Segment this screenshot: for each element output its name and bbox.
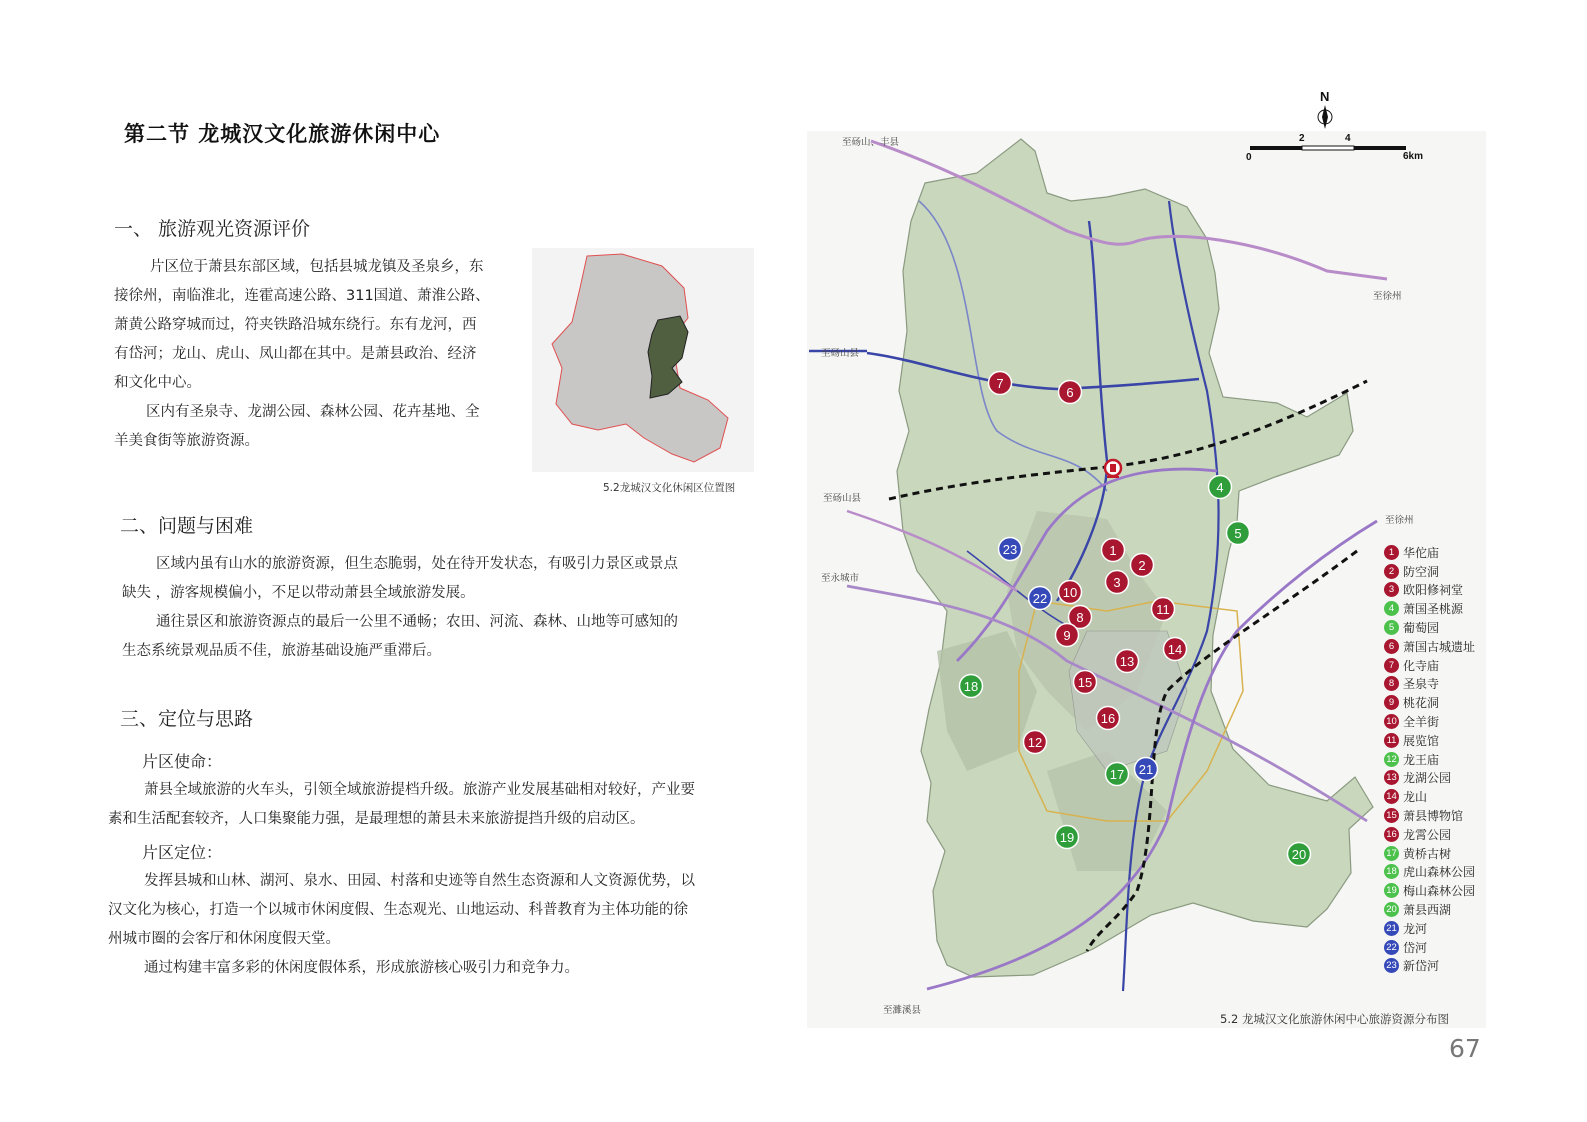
scale-bar [1246, 133, 1423, 163]
position-text [108, 867, 768, 983]
section-title: 第二节 龙城汉文化旅游休闲中心 [124, 122, 441, 146]
legend-item [1384, 863, 1475, 882]
county-outline [552, 254, 728, 462]
text-line: 缺失 ，游客规模偏小，不足以带动萧县全域旅游发展。 [122, 585, 475, 601]
poi-marker-18 [960, 675, 983, 698]
heading-positioning: 三、定位与思路 [120, 708, 254, 730]
label-dangshan-2: 至砀山县 [823, 493, 862, 504]
poi-marker-number: 10 [1062, 585, 1078, 600]
legend-label: 岱河 [1403, 940, 1428, 955]
legend-item [1384, 900, 1475, 919]
legend-item [1384, 656, 1475, 675]
poi-marker-4 [1209, 476, 1232, 499]
legend-number: 4 [1384, 601, 1399, 616]
map-caption: 5.2 龙城汉文化旅游休闲中心旅游资源分布图 [1220, 1012, 1449, 1026]
text-line: 区内有圣泉寺、龙湖公园、森林公园、花卉基地、全 [146, 404, 480, 420]
scale-tick: 2 [1299, 133, 1305, 144]
heading-problems: 二、问题与困难 [120, 515, 254, 537]
poi-marker-number: 22 [1032, 591, 1048, 606]
text-line: 和文化中心。 [114, 375, 201, 391]
legend-label: 萧国古城遗址 [1403, 639, 1476, 654]
legend-item [1384, 844, 1475, 863]
position-label: 片区定位： [142, 843, 223, 862]
legend-label: 萧县西湖 [1403, 903, 1452, 918]
legend-number: 1 [1384, 545, 1399, 560]
legend-number: 5 [1384, 620, 1399, 635]
text-line: 发挥县城和山林、湖河、泉水、田园、村落和史迹等自然生态资源和人文资源优势，以 [144, 873, 695, 889]
poi-marker-3 [1106, 571, 1129, 594]
text-line: 片区位于萧县东部区域，包括县城龙镇及圣泉乡，东 [150, 259, 484, 275]
poi-marker-number: 12 [1027, 735, 1043, 750]
legend-label: 龙山 [1403, 790, 1428, 805]
legend-number: 13 [1384, 770, 1399, 785]
legend-number: 3 [1384, 582, 1399, 597]
legend-item [1384, 938, 1475, 957]
poi-marker-number: 11 [1156, 602, 1170, 617]
text-line: 羊美食街等旅游资源。 [114, 433, 259, 449]
mission-label: 片区使命： [142, 752, 223, 771]
label-suixi: 至濉溪县 [883, 1005, 922, 1016]
legend-number: 21 [1384, 921, 1399, 936]
poi-marker-10 [1059, 581, 1082, 604]
legend-item [1384, 675, 1475, 694]
label-xuzhou-east: 至徐州 [1385, 515, 1414, 526]
legend-number: 22 [1384, 940, 1399, 955]
legend-label: 化寺庙 [1403, 658, 1440, 673]
legend-label: 新岱河 [1403, 959, 1440, 974]
label-xuzhou-north: 至徐州 [1373, 291, 1402, 302]
legend-number: 10 [1384, 714, 1399, 729]
poi-marker-9 [1056, 624, 1079, 647]
poi-marker-number: 13 [1119, 654, 1135, 669]
legend-item [1384, 712, 1475, 731]
mission-text [108, 776, 768, 834]
legend-number: 6 [1384, 639, 1399, 654]
poi-marker-21 [1135, 758, 1158, 781]
poi-marker-5 [1227, 522, 1250, 545]
north-label: N [1320, 89, 1330, 104]
text-line: 州城市圈的会客厅和休闲度假天堂。 [108, 931, 340, 947]
legend-label: 龙河 [1403, 921, 1428, 936]
legend-label: 全羊街 [1403, 715, 1440, 730]
highlight-area [648, 316, 688, 398]
legend-item [1384, 806, 1475, 825]
poi-marker-number: 20 [1291, 847, 1307, 862]
legend-number: 11 [1384, 733, 1399, 748]
label-yongcheng: 至永城市 [821, 573, 860, 584]
legend-label: 华佗庙 [1403, 545, 1440, 560]
legend-item [1384, 919, 1475, 938]
page-number: 67 [1449, 1034, 1481, 1063]
scale-tick: 0 [1246, 152, 1252, 163]
poi-marker-12 [1024, 731, 1047, 754]
legend-item [1384, 562, 1475, 581]
poi-marker-number: 23 [1002, 542, 1018, 557]
legend-number: 17 [1384, 846, 1399, 861]
scale-tick: 4 [1345, 133, 1351, 144]
legend-number: 8 [1384, 676, 1399, 691]
poi-marker-number: 15 [1077, 675, 1093, 690]
legend-item [1384, 957, 1475, 976]
poi-marker-number: 18 [963, 679, 979, 694]
location-map-caption: 5.2龙城汉文化休闲区位置图 [603, 482, 736, 494]
poi-marker-19 [1056, 826, 1079, 849]
poi-marker-16 [1097, 707, 1120, 730]
location-map [532, 248, 754, 472]
resource-evaluation-text [114, 253, 524, 456]
legend-number: 15 [1384, 808, 1399, 823]
poi-marker-11 [1152, 598, 1175, 621]
text-line: 汉文化为核心，打造一个以城市休闲度假、生态观光、山地运动、科普教育为主体功能的徐 [108, 902, 688, 918]
legend-number: 19 [1384, 883, 1399, 898]
legend-item [1384, 825, 1475, 844]
legend-item [1384, 543, 1475, 562]
text-line: 萧县全域旅游的火车头，引领全域旅游提档升级。旅游产业发展基础相对较好，产业要 [144, 782, 695, 798]
poi-marker-number: 21 [1138, 762, 1154, 777]
text-line: 素和生活配套较齐，人口集聚能力强，是最理想的萧县未来旅游提挡升级的启动区。 [108, 811, 645, 827]
poi-marker-number: 16 [1100, 711, 1116, 726]
poi-marker-2 [1131, 554, 1154, 577]
poi-marker-number: 3 [1113, 575, 1121, 590]
legend-label: 欧阳修祠堂 [1403, 583, 1464, 598]
legend-label: 防空洞 [1403, 564, 1440, 579]
poi-marker-number: 14 [1167, 642, 1183, 657]
legend-number: 7 [1384, 658, 1399, 673]
legend-number: 12 [1384, 752, 1399, 767]
legend-number: 2 [1384, 564, 1399, 579]
text-line: 接徐州，南临淮北，连霍高速公路、311国道、萧淮公路、 [114, 288, 490, 304]
poi-marker-17 [1106, 763, 1129, 786]
poi-marker-number: 4 [1216, 480, 1224, 495]
poi-marker-number: 8 [1076, 610, 1084, 625]
legend-item [1384, 787, 1475, 806]
legend-number: 9 [1384, 695, 1399, 710]
legend-number: 18 [1384, 864, 1399, 879]
railway-station-icon [1105, 460, 1121, 478]
poi-marker-number: 1 [1109, 543, 1117, 558]
legend-item [1384, 881, 1475, 900]
legend-item [1384, 731, 1475, 750]
legend-number: 23 [1384, 958, 1399, 973]
legend-label: 展览馆 [1403, 733, 1440, 748]
text-line: 萧黄公路穿城而过，符夹铁路沿城东绕行。东有龙河，西 [114, 317, 477, 333]
legend-label: 萧国圣桃源 [1403, 602, 1464, 617]
legend-label: 龙湖公园 [1403, 771, 1452, 786]
legend-number: 20 [1384, 902, 1399, 917]
poi-marker-22 [1029, 587, 1052, 610]
legend-number: 16 [1384, 827, 1399, 842]
location-map-graphic [532, 248, 754, 472]
legend-label: 桃花洞 [1403, 696, 1440, 711]
legend-label: 龙霄公园 [1403, 827, 1452, 842]
poi-marker-15 [1074, 671, 1097, 694]
poi-marker-23 [999, 538, 1022, 561]
poi-marker-14 [1164, 638, 1187, 661]
text-line: 区域内虽有山水的旅游资源，但生态脆弱，处在待开发状态，有吸引力景区或景点 [156, 556, 678, 572]
poi-marker-number: 7 [996, 376, 1004, 391]
legend-item [1384, 637, 1475, 656]
legend-item [1384, 618, 1475, 637]
map-legend [1384, 543, 1475, 975]
legend-label: 圣泉寺 [1403, 677, 1440, 692]
poi-marker-number: 6 [1066, 385, 1074, 400]
poi-marker-number: 5 [1234, 526, 1242, 541]
scale-tick: 6km [1403, 151, 1424, 162]
text-line: 通往景区和旅游资源点的最后一公里不通畅；农田、河流、森林、山地等可感知的 [156, 614, 678, 630]
poi-marker-1 [1102, 539, 1125, 562]
legend-label: 龙王庙 [1403, 752, 1440, 767]
legend-item [1384, 693, 1475, 712]
label-dangshan-1: 至砀山县 [821, 348, 860, 359]
poi-marker-20 [1288, 843, 1311, 866]
poi-marker-number: 17 [1109, 767, 1125, 782]
text-line: 有岱河；龙山、虎山、凤山都在其中。是萧县政治、经济 [114, 346, 477, 362]
legend-item [1384, 599, 1475, 618]
legend-item [1384, 750, 1475, 769]
poi-marker-number: 9 [1063, 628, 1071, 643]
poi-marker-7 [989, 372, 1012, 395]
problems-text [122, 550, 772, 666]
legend-item [1384, 769, 1475, 788]
poi-marker-6 [1059, 381, 1082, 404]
label-dangshan-feng: 至砀山、丰县 [842, 137, 900, 148]
legend-item [1384, 581, 1475, 600]
north-arrow-icon [1318, 89, 1332, 129]
poi-marker-number: 19 [1059, 830, 1075, 845]
poi-marker-13 [1116, 650, 1139, 673]
poi-marker-number: 2 [1138, 558, 1146, 573]
legend-label: 梅山森林公园 [1403, 884, 1476, 899]
legend-label: 虎山森林公园 [1403, 865, 1476, 880]
text-line: 通过构建丰富多彩的休闲度假体系，形成旅游核心吸引力和竞争力。 [144, 960, 579, 976]
heading-resource-evaluation: 一、 旅游观光资源评价 [114, 218, 311, 240]
legend-label: 萧县博物馆 [1403, 809, 1464, 824]
text-line: 生态系统景观品质不佳，旅游基础设施严重滞后。 [122, 643, 441, 659]
legend-label: 葡萄园 [1403, 621, 1440, 636]
legend-label: 黄桥古树 [1403, 846, 1452, 861]
legend-number: 14 [1384, 789, 1399, 804]
